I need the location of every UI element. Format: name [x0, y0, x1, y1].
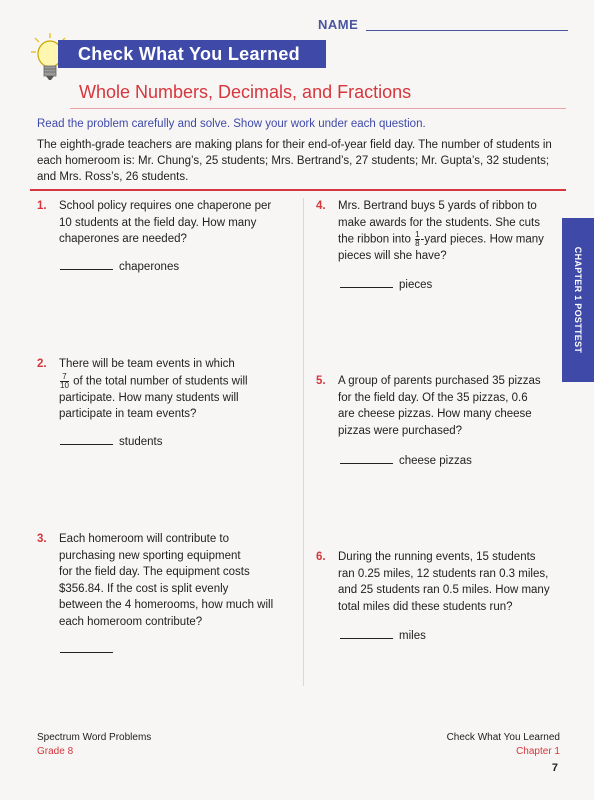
fraction: $\frac{7}{10}$ — [60, 371, 69, 390]
problem-text-line: total miles did these students run? — [338, 600, 513, 613]
problem-text-line: Mrs. Bertrand buys 5 yards of ribbon to — [338, 200, 537, 212]
problem-number: 2. — [37, 358, 47, 370]
answer-unit: miles — [399, 630, 426, 642]
problem-text-line: the ribbon into $\frac{1}{8}$ -yard pieces. How many — [338, 230, 544, 248]
header-divider — [70, 108, 566, 109]
problem-text-line: participate. How many students will — [59, 391, 239, 404]
problem-text-line: Each homeroom will contribute to — [59, 533, 230, 545]
problem-text-line: for the field day. The equipment costs — [59, 566, 250, 578]
problem-text-line: pieces will she have? — [338, 250, 447, 263]
problem-text-line: participate in team events? — [59, 408, 197, 421]
answer-6 — [340, 630, 426, 642]
chapter-side-tab — [562, 218, 594, 382]
problem-text-line: purchasing new sporting equipment — [59, 549, 241, 562]
footer-right — [447, 731, 560, 759]
problem-text-line: make awards for the students. She cuts — [338, 216, 540, 229]
answer-blank[interactable] — [340, 463, 393, 464]
chapter-label: Chapter 1 — [516, 746, 560, 757]
name-field[interactable] — [318, 16, 568, 38]
grade-label: Grade 8 — [37, 746, 74, 757]
banner-title: Check What You Learned — [58, 40, 326, 68]
answer-1 — [60, 261, 179, 273]
answer-blank[interactable] — [60, 269, 113, 270]
problem-text-line: ran 0.25 miles, 12 students ran 0.3 miles, — [338, 567, 549, 580]
problem-text-line: between the 4 homerooms, how much will — [59, 599, 274, 611]
problem-text-line: A group of parents purchased 35 pizzas — [338, 375, 541, 387]
page-number: 7 — [551, 762, 558, 774]
problem-text-line: During the running events, 15 students — [338, 551, 536, 563]
problem-text-line: are cheese pizzas. How many cheese — [338, 408, 532, 420]
problem-text-line: 10 students at the field day. How many — [59, 216, 257, 229]
problem-number: 6. — [316, 551, 326, 563]
column-divider — [303, 198, 304, 686]
answer-2 — [60, 436, 162, 448]
book-title: Spectrum Word Problems — [37, 732, 152, 743]
problem-text-line: There will be team events in which — [59, 358, 235, 370]
problem-text-line: $356.84. If the cost is split evenly — [59, 582, 229, 595]
section-title: Check What You Learned — [446, 732, 560, 743]
answer-unit: students — [119, 436, 163, 448]
problem-number: 5. — [316, 375, 326, 387]
intro-paragraph: The eighth-grade teachers are making plans for their end-of-year field day. The number of students in each homeroom is: Mr. Chung’s, 25 students; Mrs. Bertrand’s, 27 students; Mr. Gupta’s, 32 students; and Mrs. Ross’s, 26 students. — [37, 139, 552, 183]
fraction: $\frac{1}{8}$ — [415, 230, 420, 248]
problem-text-line: each homeroom contribute? — [59, 615, 203, 628]
name-label: NAME — [318, 17, 359, 32]
answer-blank[interactable] — [340, 638, 393, 639]
answer-3 — [60, 644, 119, 656]
problem-number: 3. — [37, 533, 47, 545]
section-divider — [30, 189, 566, 191]
problem-number: 1. — [37, 200, 47, 212]
problem-number: 4. — [316, 200, 326, 212]
answer-unit: chaperones — [119, 261, 180, 273]
problem-text-line: for the field day. Of the 35 pizzas, 0.6 — [338, 391, 528, 404]
problem-text-line: chaperones are needed? — [59, 233, 187, 245]
problem-text-line: School policy requires one chaperone per — [59, 200, 272, 212]
answer-blank[interactable] — [60, 652, 113, 653]
instruction-text: Read the problem carefully and solve. Show your work under each question. — [37, 118, 426, 130]
footer-left — [37, 731, 151, 759]
problem-text-line: $\frac{7}{10}$ of the total number of students will — [60, 371, 248, 390]
answer-unit: cheese pizzas — [399, 455, 472, 467]
side-tab-label: CHAPTER 1 POSTTEST — [573, 246, 583, 354]
page-subtitle: Whole Numbers, Decimals, and Fractions — [79, 82, 412, 102]
name-line[interactable] — [366, 30, 568, 31]
answer-blank[interactable] — [60, 444, 113, 445]
problem-text-line: pizzas were purchased? — [338, 424, 463, 437]
problem-text-line: and 25 students ran 0.5 miles. How many — [338, 584, 550, 596]
answer-5 — [340, 455, 472, 467]
answer-unit: pieces — [399, 279, 433, 291]
answer-4 — [340, 279, 432, 291]
answer-blank[interactable] — [340, 287, 393, 288]
